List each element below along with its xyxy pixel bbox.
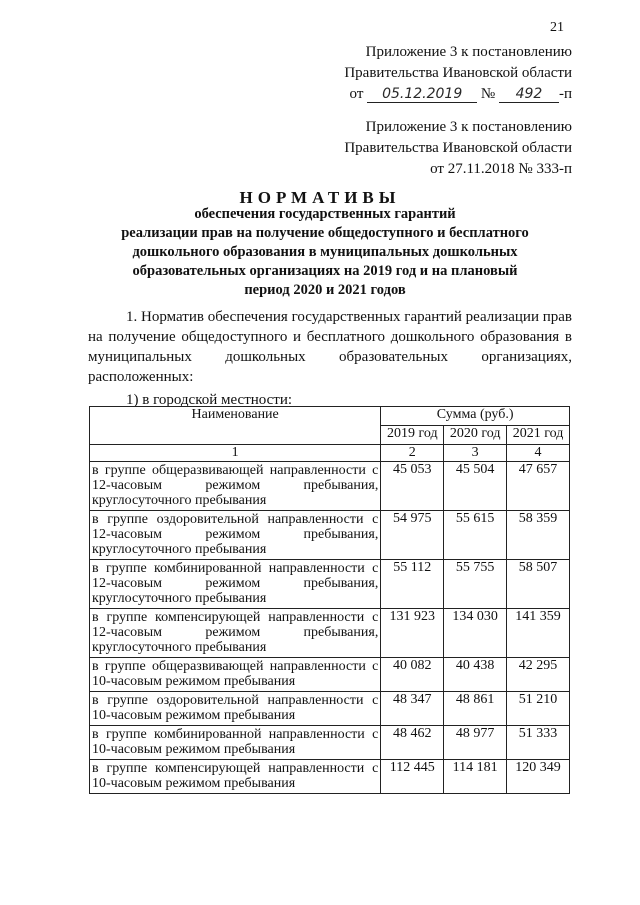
appendix-new-from-label: от: [349, 86, 364, 102]
row-value: 48 347: [381, 692, 444, 726]
appendix-old-line3: от 27.11.2018 № 333-п: [430, 161, 572, 177]
row-value: 54 975: [381, 511, 444, 560]
appendix-new-suffix: -п: [558, 86, 572, 102]
paragraph-1: 1. Норматив обеспечения государственных гарантий реализации прав на получение общедоступного и бесплатного дошкольного образования в муниципальных дошкольных образовательных организациях, расположенных:: [88, 309, 572, 385]
row-value: 131 923: [381, 609, 444, 658]
handwritten-number: 492: [515, 86, 543, 102]
subtitle-line1: обеспечения государственных гарантий: [194, 206, 456, 222]
appendix-new-number-label: №: [480, 86, 496, 102]
document-title: НОРМАТИВЫ: [239, 188, 401, 207]
table-row: [90, 760, 570, 794]
table-row: [90, 560, 570, 609]
table-row: [90, 726, 570, 760]
row-value: 42 295: [507, 658, 570, 692]
subtitle-line3: дошкольного образования в муниципальных дошкольных: [132, 244, 518, 260]
row-value: 48 462: [381, 726, 444, 760]
row-value: 40 438: [444, 658, 507, 692]
header-year: 2020 год: [444, 426, 507, 445]
table-row: [90, 692, 570, 726]
row-value: 55 615: [444, 511, 507, 560]
row-name: в группе компенсирующей направленности с 12-часовым режимом пребывания, круглосуточного пребывания: [90, 609, 381, 658]
column-number: 2: [381, 445, 444, 462]
table-row: [90, 658, 570, 692]
table-row: [90, 609, 570, 658]
row-value: 48 861: [444, 692, 507, 726]
table-column-numbers-row: [90, 445, 570, 462]
row-value: 112 445: [381, 760, 444, 794]
row-value: 58 359: [507, 511, 570, 560]
row-value: 58 507: [507, 560, 570, 609]
appendix-new-line3: [300, 84, 572, 105]
row-value: 55 112: [381, 560, 444, 609]
row-value: 55 755: [444, 560, 507, 609]
table-header-row: [90, 407, 570, 426]
row-value: 45 504: [444, 462, 507, 511]
subtitle-line5: период 2020 и 2021 годов: [244, 282, 406, 298]
header-year: 2021 год: [507, 426, 570, 445]
header-name: Наименование: [90, 407, 381, 445]
table-row: [90, 511, 570, 560]
row-value: 47 657: [507, 462, 570, 511]
row-value: 114 181: [444, 760, 507, 794]
row-value: 51 210: [507, 692, 570, 726]
row-name: в группе комбинированной направленности с 12-часовым режимом пребывания, круглосуточного пребывания: [90, 560, 381, 609]
handwritten-date-field: [367, 86, 477, 103]
row-value: 134 030: [444, 609, 507, 658]
row-value: 48 977: [444, 726, 507, 760]
subtitle-line2: реализации прав на получение общедоступного и бесплатного: [121, 225, 529, 241]
row-name: в группе общеразвивающей направленности с 12-часовым режимом пребывания, круглосуточного пребывания: [90, 462, 381, 511]
row-value: 45 053: [381, 462, 444, 511]
appendix-new-line2: Правительства Ивановской области: [344, 65, 572, 81]
subtitle-line4: образовательных организациях на 2019 год и на плановый: [132, 263, 518, 279]
appendix-new-line1: Приложение 3 к постановлению: [365, 44, 572, 60]
row-value: 120 349: [507, 760, 570, 794]
column-number: 3: [444, 445, 507, 462]
row-name: в группе оздоровительной направленности с 10-часовым режимом пребывания: [90, 692, 381, 726]
appendix-old-line2: Правительства Ивановской области: [344, 140, 572, 156]
subsection-urban: 1) в городской местности:: [126, 392, 293, 408]
header-year: 2019 год: [381, 426, 444, 445]
row-value: 40 082: [381, 658, 444, 692]
column-number: 4: [507, 445, 570, 462]
row-name: в группе компенсирующей направленности с 10-часовым режимом пребывания: [90, 760, 381, 794]
column-number: 1: [90, 445, 381, 462]
row-name: в группе оздоровительной направленности с 12-часовым режимом пребывания, круглосуточного пребывания: [90, 511, 381, 560]
row-value: 141 359: [507, 609, 570, 658]
norms-table: [89, 406, 570, 794]
header-sum: Сумма (руб.): [381, 407, 570, 426]
row-value: 51 333: [507, 726, 570, 760]
document-subtitle: [110, 205, 540, 300]
table-row: [90, 462, 570, 511]
handwritten-date: 05.12.2019: [382, 86, 463, 102]
row-name: в группе комбинированной направленности с 10-часовым режимом пребывания: [90, 726, 381, 760]
appendix-new-block: [300, 42, 572, 105]
handwritten-number-field: [499, 86, 559, 103]
row-name: в группе общеразвивающей направленности с 10-часовым режимом пребывания: [90, 658, 381, 692]
appendix-old-block: [300, 117, 572, 180]
page-number: 21: [550, 20, 564, 35]
appendix-old-line1: Приложение 3 к постановлению: [365, 119, 572, 135]
